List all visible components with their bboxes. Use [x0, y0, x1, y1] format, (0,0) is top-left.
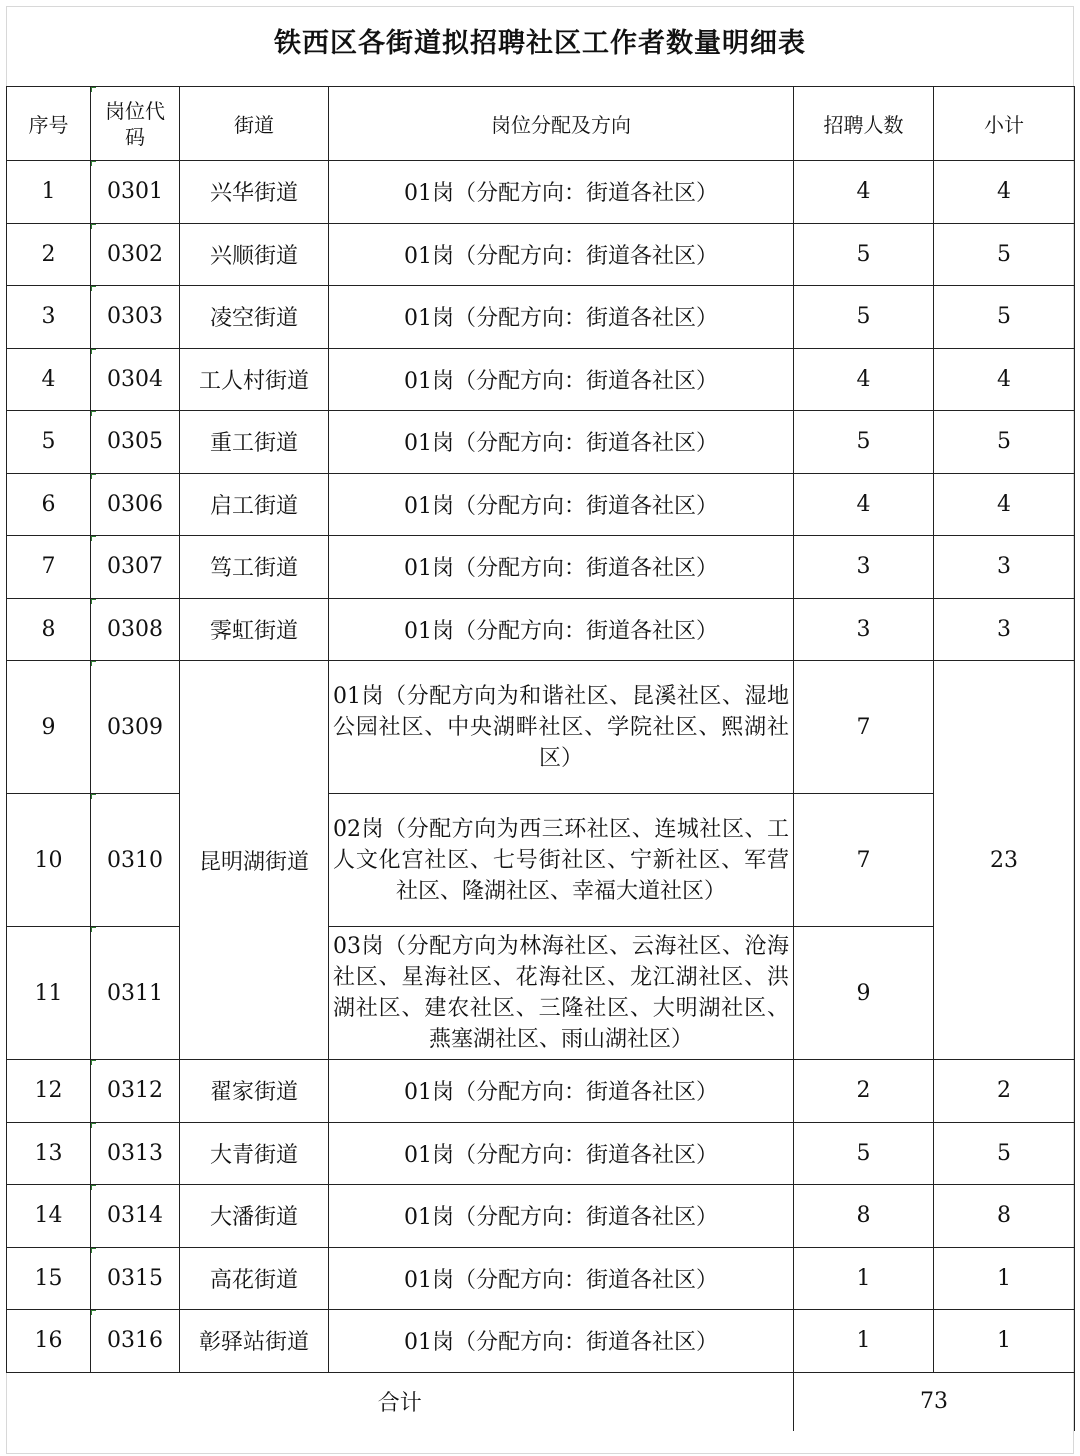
seq-cell: 4 — [7, 348, 91, 411]
position-cell: 01岗（分配方向：街道各社区） — [329, 411, 794, 474]
street-cell: 工人村街道 — [180, 348, 329, 411]
street-cell: 大潘街道 — [180, 1185, 329, 1248]
position-cell: 01岗（分配方向：街道各社区） — [329, 1310, 794, 1373]
seq-cell: 10 — [7, 794, 91, 927]
count-cell: 5 — [794, 1122, 934, 1185]
header-seq: 序号 — [7, 87, 91, 161]
table-row — [7, 473, 1075, 536]
street-cell: 兴华街道 — [180, 161, 329, 224]
seq-cell: 8 — [7, 598, 91, 661]
seq-cell: 7 — [7, 536, 91, 599]
count-cell: 1 — [794, 1310, 934, 1373]
code-cell: 0310 — [91, 794, 180, 927]
street-cell: 兴顺街道 — [180, 223, 329, 286]
subtotal-cell: 5 — [934, 223, 1075, 286]
position-cell: 01岗（分配方向为和谐社区、昆溪社区、湿地公园社区、中央湖畔社区、学院社区、熙湖社区） — [329, 661, 794, 794]
position-cell: 01岗（分配方向：街道各社区） — [329, 286, 794, 349]
code-cell: 0311 — [91, 927, 180, 1060]
street-cell: 高花街道 — [180, 1247, 329, 1310]
subtotal-cell: 4 — [934, 161, 1075, 224]
table-row — [7, 536, 1075, 599]
table-row — [7, 1060, 1075, 1123]
header-code-text: 岗位代码 — [105, 98, 165, 149]
subtotal-cell: 2 — [934, 1060, 1075, 1123]
street-cell: 大青街道 — [180, 1122, 329, 1185]
street-cell: 凌空街道 — [180, 286, 329, 349]
count-cell: 5 — [794, 286, 934, 349]
code-cell: 0313 — [91, 1122, 180, 1185]
table-row — [7, 223, 1075, 286]
position-cell: 01岗（分配方向：街道各社区） — [329, 473, 794, 536]
header-code — [91, 87, 180, 161]
table-row — [7, 1310, 1075, 1373]
count-cell: 7 — [794, 794, 934, 927]
subtotal-cell: 1 — [934, 1247, 1075, 1310]
code-cell: 0316 — [91, 1310, 180, 1373]
subtotal-cell: 23 — [934, 661, 1075, 1060]
seq-cell: 12 — [7, 1060, 91, 1123]
count-cell: 5 — [794, 223, 934, 286]
seq-cell: 11 — [7, 927, 91, 1060]
seq-cell: 1 — [7, 161, 91, 224]
table-row — [7, 1122, 1075, 1185]
total-label: 合计 — [7, 1372, 794, 1431]
street-cell: 翟家街道 — [180, 1060, 329, 1123]
seq-cell: 15 — [7, 1247, 91, 1310]
header-count: 招聘人数 — [794, 87, 934, 161]
subtotal-cell: 5 — [934, 411, 1075, 474]
count-cell: 4 — [794, 473, 934, 536]
count-cell: 8 — [794, 1185, 934, 1248]
subtotal-cell: 1 — [934, 1310, 1075, 1373]
position-cell: 02岗（分配方向为西三环社区、连城社区、工人文化宫社区、七号街社区、宁新社区、军营社区、隆湖社区、幸福大道社区） — [329, 794, 794, 927]
total-row — [7, 1372, 1075, 1431]
subtotal-cell: 5 — [934, 1122, 1075, 1185]
code-cell: 0306 — [91, 473, 180, 536]
seq-cell: 5 — [7, 411, 91, 474]
table-row — [7, 794, 1075, 927]
code-cell: 0303 — [91, 286, 180, 349]
code-cell: 0314 — [91, 1185, 180, 1248]
code-cell: 0304 — [91, 348, 180, 411]
count-cell: 7 — [794, 661, 934, 794]
table-body — [7, 161, 1075, 1431]
table-row — [7, 161, 1075, 224]
table-row — [7, 927, 1075, 1060]
street-cell: 启工街道 — [180, 473, 329, 536]
subtotal-cell: 8 — [934, 1185, 1075, 1248]
header-street: 街道 — [180, 87, 329, 161]
table-row — [7, 661, 1075, 794]
count-cell: 5 — [794, 411, 934, 474]
seq-cell: 2 — [7, 223, 91, 286]
header-row — [7, 87, 1075, 161]
table-row — [7, 348, 1075, 411]
code-cell: 0302 — [91, 223, 180, 286]
seq-cell: 14 — [7, 1185, 91, 1248]
code-cell: 0301 — [91, 161, 180, 224]
position-cell: 01岗（分配方向：街道各社区） — [329, 1060, 794, 1123]
seq-cell: 6 — [7, 473, 91, 536]
code-cell: 0309 — [91, 661, 180, 794]
count-cell: 4 — [794, 348, 934, 411]
subtotal-cell: 5 — [934, 286, 1075, 349]
code-cell: 0315 — [91, 1247, 180, 1310]
table-row — [7, 286, 1075, 349]
street-cell: 昆明湖街道 — [180, 661, 329, 1060]
table-row — [7, 411, 1075, 474]
seq-cell: 3 — [7, 286, 91, 349]
page-title: 铁西区各街道拟招聘社区工作者数量明细表 — [274, 28, 806, 59]
subtotal-cell: 3 — [934, 536, 1075, 599]
code-cell: 0305 — [91, 411, 180, 474]
count-cell: 9 — [794, 927, 934, 1060]
position-cell: 01岗（分配方向：街道各社区） — [329, 1185, 794, 1248]
position-cell: 01岗（分配方向：街道各社区） — [329, 1122, 794, 1185]
count-cell: 1 — [794, 1247, 934, 1310]
code-cell: 0307 — [91, 536, 180, 599]
position-cell: 01岗（分配方向：街道各社区） — [329, 536, 794, 599]
seq-cell: 16 — [7, 1310, 91, 1373]
position-cell: 01岗（分配方向：街道各社区） — [329, 348, 794, 411]
street-cell: 重工街道 — [180, 411, 329, 474]
subtotal-cell: 4 — [934, 348, 1075, 411]
street-cell: 彰驿站街道 — [180, 1310, 329, 1373]
position-cell: 01岗（分配方向：街道各社区） — [329, 598, 794, 661]
table-row — [7, 1247, 1075, 1310]
table-row — [7, 598, 1075, 661]
position-cell: 01岗（分配方向：街道各社区） — [329, 1247, 794, 1310]
code-cell: 0308 — [91, 598, 180, 661]
seq-cell: 9 — [7, 661, 91, 794]
position-cell: 01岗（分配方向：街道各社区） — [329, 223, 794, 286]
subtotal-cell: 3 — [934, 598, 1075, 661]
header-subtotal: 小计 — [934, 87, 1075, 161]
subtotal-cell: 4 — [934, 473, 1075, 536]
count-cell: 2 — [794, 1060, 934, 1123]
position-cell: 01岗（分配方向：街道各社区） — [329, 161, 794, 224]
header-position: 岗位分配及方向 — [329, 87, 794, 161]
code-cell: 0312 — [91, 1060, 180, 1123]
seq-cell: 13 — [7, 1122, 91, 1185]
recruitment-table — [6, 86, 1075, 1431]
count-cell: 3 — [794, 598, 934, 661]
count-cell: 3 — [794, 536, 934, 599]
table-row — [7, 1185, 1075, 1248]
street-cell: 霁虹街道 — [180, 598, 329, 661]
position-cell: 03岗（分配方向为林海社区、云海社区、沧海社区、星海社区、花海社区、龙江湖社区、洪湖社区、建农社区、三隆社区、大明湖社区、燕塞湖社区、雨山湖社区） — [329, 927, 794, 1060]
street-cell: 笃工街道 — [180, 536, 329, 599]
total-value: 73 — [794, 1372, 1075, 1431]
count-cell: 4 — [794, 161, 934, 224]
